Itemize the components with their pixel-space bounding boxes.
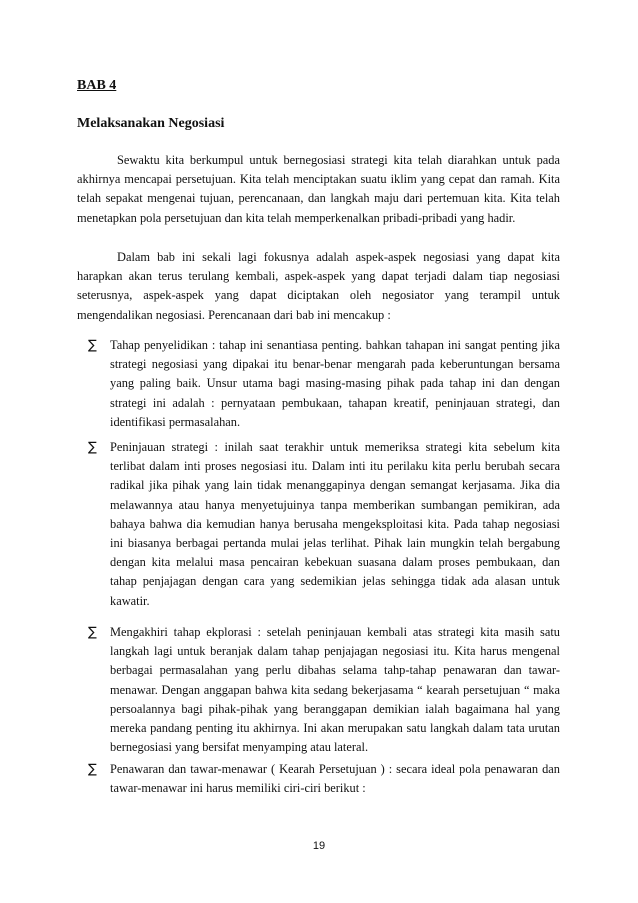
sigma-bullet-icon: ∑ xyxy=(88,338,97,353)
list-item-text: Peninjauan strategi : inilah saat terakhir untuk memeriksa strategi kita sebelum kita terlibat dalam inti proses negosiasi itu. Dalam inti itu perilaku kita perlu berubah secara radikal jika pihak yang lain tidak menanggapinya dengan semangat kerjasama. Jika dia melawannya atau hanya menyetujuinya tanpa memberikan sumbangan pemikiran, ada bahaya bahwa dia kemudian hanya berusaha mengeksploitasi kita. Pada tahap negosiasi ini biasanya berbagai pertanda mulai jelas terlihat. Pihak lain mungkin telah bergabung dengan kita melalui masa pencairan kebekuan suasana dalam proses pembukaan, dan tahap penjajagan dengan cara yang sedemikian jelas sehingga tidak ada alasan untuk kawatir. xyxy=(110,440,560,608)
sigma-bullet-icon: ∑ xyxy=(88,440,97,455)
sigma-bullet-icon: ∑ xyxy=(88,625,97,640)
list-item-text: Mengakhiri tahap ekplorasi : setelah peninjauan kembali atas strategi kita masih satu langkah lagi untuk beranjak dalam tahap penjajagan negosiasi itu. Kita harus mengenal berbagai permasalahan yang perlu dibahas selama tahp-tahap penawaran dan tawar-menawar. Dengan anggapan bahwa kita sedang bekerjasama “ kearah persetujuan “ maka persoalannya bagi pihak-pihak yang beranggapan demikian ialah bagaimana hal yang mereka pandang penting itu akhirnya. Ini akan merupakan satu langkah dalam tata urutan bernegosiasi yang bersifat menyamping atau lateral. xyxy=(110,625,560,755)
section-title: Melaksanakan Negosiasi xyxy=(77,116,225,131)
list-item-text: Tahap penyelidikan : tahap ini senantiasa penting. bahkan tahapan ini sangat penting jika strategi negosiasi yang dipakai itu benar-benar mengarah pada keberuntungan bersama yang paling baik. Unsur utama bagi masing-masing pihak pada tahap ini dan dengan strategi ini adalah : pernyataan pembukaan, tahapan kreatif, peninjauan strategi, dan identifikasi permasalahan. xyxy=(110,338,560,429)
paragraph-focus: Dalam bab ini sekali lagi fokusnya adalah aspek-aspek negosiasi yang dapat kita harapkan akan terus terulang kembali, aspek-aspek yang dapat terjadi dalam tiap negosiasi seterusnya, aspek-aspek yang dapat diciptakan oleh negosiator yang terampil untuk mengendalikan negosiasi. Perencanaan dari bab ini mencakup : xyxy=(77,250,560,322)
sigma-bullet-icon: ∑ xyxy=(88,762,97,777)
paragraph-intro: Sewaktu kita berkumpul untuk bernegosiasi strategi kita telah diarahkan untuk pada akhirnya mencapai persetujuan. Kita telah menciptakan suatu iklim yang cepat dan ramah. Kita telah sepakat mengenai tujuan, perencanaan, dan langkah maju dari pertemuan kita. Kita telah menetapkan pola persetujuan dan kita telah memperkenalkan pribadi-pribadi yang hadir. xyxy=(77,153,560,225)
chapter-heading: BAB 4 xyxy=(77,78,117,93)
page-number: 19 xyxy=(312,840,326,852)
list-item-text: Penawaran dan tawar-menawar ( Kearah Persetujuan ) : secara ideal pola penawaran dan tawar-menawar ini harus memiliki ciri-ciri berikut : xyxy=(110,762,560,796)
